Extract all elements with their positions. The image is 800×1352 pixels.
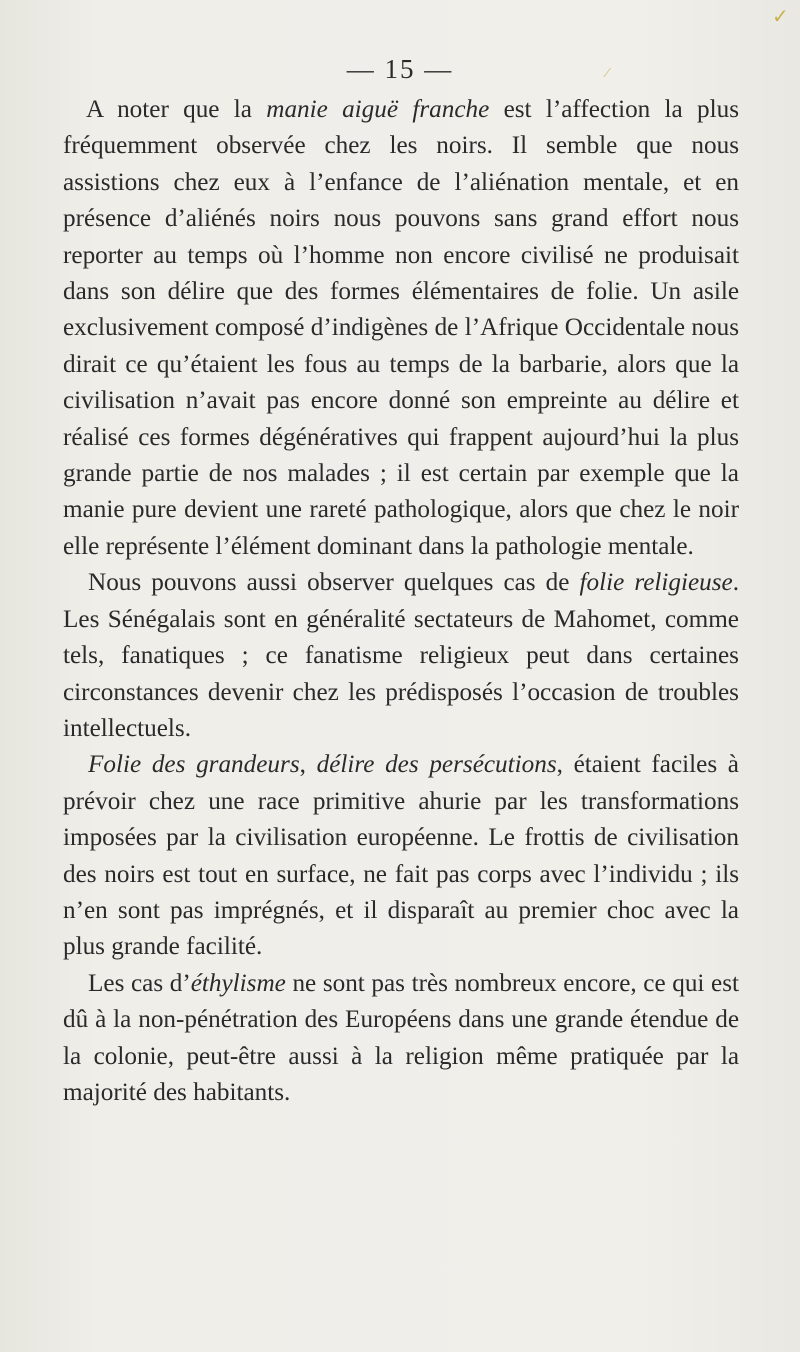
- text-segment: ne sont pas très nombreux encore, ce qui est dû à la non-pénétration des Européens dans une grande étendue de la colonie, peut-être aussi à la religion même pratiquée par la majorité des habitants.: [63, 969, 740, 1106]
- italic-text: folie religieuse: [579, 569, 733, 597]
- body-text: [63, 92, 739, 1111]
- text-segment: Les cas d’: [88, 969, 191, 997]
- text-segment: ,: [299, 751, 317, 779]
- pencil-tick: ⁄: [606, 66, 609, 81]
- paragraph: [63, 747, 739, 965]
- italic-text: Folie des grandeurs: [88, 751, 300, 779]
- paragraph: [63, 92, 739, 565]
- text-segment: . Les Sénégalais sont en généralité sectateurs de Mahomet, comme tels, fanatiques ; ce fanatisme religieux peut dans certaines circonstances devenir chez les prédisposés l’occasion de troubles intellectuels.: [63, 569, 740, 742]
- pencil-mark: ✓: [772, 6, 789, 28]
- page-number: — 15 —: [346, 54, 454, 84]
- italic-text: éthylisme: [190, 969, 286, 997]
- text-segment: , étaient faciles à prévoir chez une race primitive ahurie par les transformations imposées par la civilisation européenne. Le frottis de civilisation des noirs est tout en surface, ne fait pas corps avec l’individu ; ils n’en sont pas imprégnés, et il disparaît au premier choc avec la plus grande facilité.: [63, 751, 739, 961]
- text-segment: A noter que la: [86, 96, 267, 123]
- italic-text: manie aiguë franche: [266, 96, 490, 123]
- text-segment: est l’affection la plus fréquemment observée chez les noirs. Il semble que nous assistions chez eux à l’enfance de l’aliénation mentale, et en présence d’aliénés noirs nous pouvons sans grand effort nous reporter au temps où l’homme non encore civilisé ne produisait dans son délire que des formes élémentaires de folie. Un asile exclusivement composé d’indigènes de l’Afrique Occidentale nous dirait ce qu’étaient les fous au temps de la barbarie, alors que la civilisation n’avait pas encore donné son empreinte au délire et réalisé ces formes dégénératives qui frappent aujourd’hui la plus grande partie de nos malades ; il est certain par exemple que la manie pure devient une rareté pathologique, alors que chez le noir elle représente l’élément dominant dans la pathologie mentale.: [63, 96, 739, 560]
- paragraph: [63, 966, 739, 1112]
- text-segment: Nous pouvons aussi observer quelques cas de: [88, 569, 580, 597]
- paragraph: [63, 565, 739, 747]
- italic-text: délire des persécutions: [316, 751, 557, 779]
